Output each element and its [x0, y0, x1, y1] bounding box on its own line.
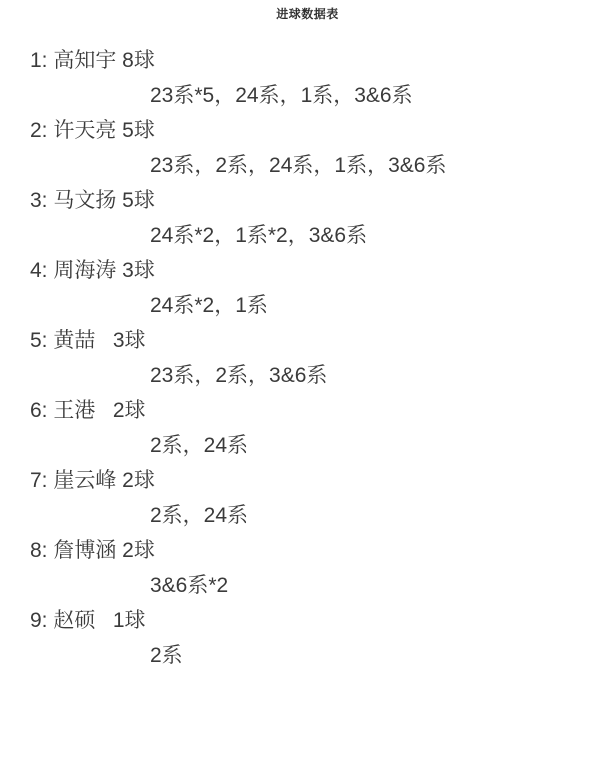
scorer-name-goals: 7: 崖云峰 2球 — [30, 469, 155, 492]
list-item — [0, 183, 615, 253]
scorer-detail: 23系*5，24系，1系，3&6系 — [150, 84, 413, 107]
scorer-detail: 23系，2系，3&6系 — [150, 364, 328, 387]
scorer-detail: 2系，24系 — [150, 434, 249, 457]
scorer-name-goals: 2: 许天亮 5球 — [30, 119, 155, 142]
scorer-name-goals: 3: 马文扬 5球 — [30, 189, 155, 212]
scorer-name-goals: 5: 黄喆 3球 — [30, 329, 146, 352]
list-item — [0, 603, 615, 673]
list-item — [0, 463, 615, 533]
list-item — [0, 43, 615, 113]
scorer-detail: 24系*2，1系*2，3&6系 — [150, 224, 368, 247]
scorer-detail: 2系 — [150, 644, 183, 667]
scorer-name-goals: 9: 赵硕 1球 — [30, 609, 146, 632]
list-item — [0, 533, 615, 603]
scorer-list — [0, 29, 615, 673]
list-item — [0, 323, 615, 393]
page-header — [0, 0, 615, 29]
scorer-detail: 2系，24系 — [150, 504, 249, 527]
list-item — [0, 253, 615, 323]
scorer-name-goals: 8: 詹博涵 2球 — [30, 539, 155, 562]
scorer-detail: 23系，2系，24系，1系，3&6系 — [150, 154, 447, 177]
scorer-name-goals: 4: 周海涛 3球 — [30, 259, 155, 282]
scorer-detail: 24系*2，1系 — [150, 294, 268, 317]
scorer-name-goals: 1: 高知宇 8球 — [30, 49, 155, 72]
scorer-detail: 3&6系*2 — [150, 574, 229, 597]
list-item — [0, 113, 615, 183]
page-title: 进球数据表 — [276, 7, 339, 21]
scorer-name-goals: 6: 王港 2球 — [30, 399, 146, 422]
list-item — [0, 393, 615, 463]
